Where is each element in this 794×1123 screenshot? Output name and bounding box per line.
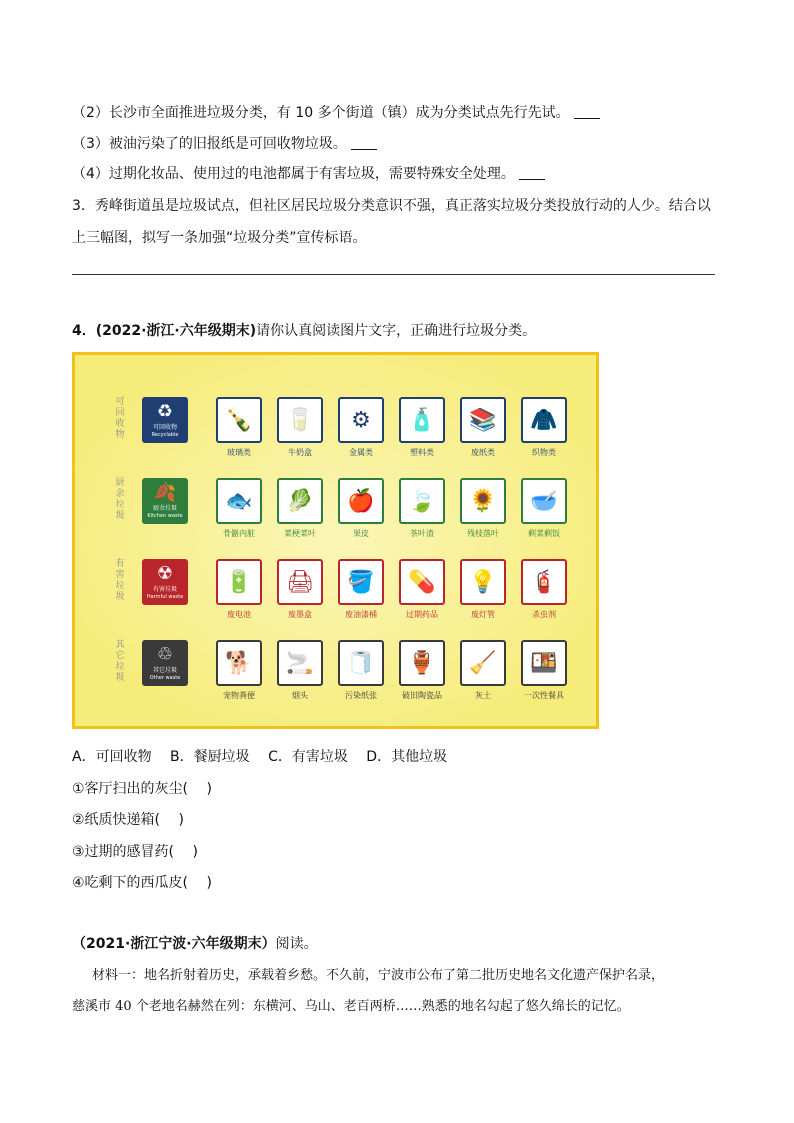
category-badge (142, 640, 188, 686)
waste-item-label: 废灯管 (471, 610, 495, 619)
waste-item-icon: 🥛 (277, 397, 323, 443)
waste-item-icon: ⚙ (338, 397, 384, 443)
waste-item-label: 残枝落叶 (467, 529, 499, 538)
waste-item-icon: 🧹 (460, 640, 506, 686)
category-symbol-icon: 🍂 (153, 482, 177, 503)
waste-item-icon: 🧻 (338, 640, 384, 686)
waste-item-label: 杀虫剂 (532, 610, 556, 619)
waste-item-label: 果皮 (353, 529, 369, 538)
category-side-label: 其它垃圾 (115, 640, 125, 683)
waste-item-icon: 🍾 (216, 397, 262, 443)
waste-item-label: 骨骼内脏 (223, 529, 255, 538)
category-badge-cn: 厨余垃圾 (152, 505, 177, 512)
category-badge-en: Harmful waste (146, 594, 184, 600)
waste-item-label: 剩菜剩饭 (528, 529, 560, 538)
category-badge (142, 478, 188, 524)
question-4-title (72, 321, 536, 341)
category-badge-en: Recyclable (151, 432, 179, 438)
material-line-1: 材料一：地名折射着历史，承载着乡愁。不久前，宁波市公布了第二批历史地名文化遗产保护名录， (92, 968, 665, 983)
category-badge-cn: 可回收物 (152, 424, 177, 431)
section-prompt: 阅读。 (275, 936, 318, 952)
waste-item-icon: 🖨 (277, 559, 323, 605)
waste-item-label: 塑料类 (410, 448, 434, 457)
waste-item-label: 牛奶盒 (288, 448, 312, 457)
category-side-label: 可回收物 (115, 397, 125, 440)
waste-item-icon: 🌻 (460, 478, 506, 524)
statement-3 (72, 134, 377, 154)
question-3-line2: 上三幅图，拟写一条加强“垃圾分类”宣传标语。 (72, 230, 367, 246)
section-source: （2021·浙江宁波·六年级期末） (72, 936, 276, 952)
waste-item-icon: 🔋 (216, 559, 262, 605)
category-badge-en: Kitchen waste (147, 513, 183, 519)
waste-item-icon: 🍱 (521, 640, 567, 686)
category-symbol-icon: ☢ (156, 563, 174, 584)
waste-item-label: 织物类 (532, 448, 556, 457)
statement-4 (72, 164, 545, 184)
waste-item-icon: 🥣 (521, 478, 567, 524)
question-4-source: 4．(2022·浙江·六年级期末) (72, 323, 257, 339)
waste-item-icon: 🐕 (216, 640, 262, 686)
waste-item-icon: 🐟 (216, 478, 262, 524)
waste-item-label: 废电池 (227, 610, 251, 619)
answer-blank-3[interactable] (351, 135, 377, 150)
category-badge-cn: 有害垃圾 (152, 586, 177, 593)
waste-item-label: 宠物粪便 (223, 691, 255, 700)
statement-4-text: （4）过期化妆品、使用过的电池都属于有害垃圾，需要特殊安全处理。 (72, 166, 515, 182)
waste-item-label: 茶叶渣 (410, 529, 434, 538)
category-badge-cn: 其它垃圾 (152, 667, 177, 674)
waste-item-icon: 📚 (460, 397, 506, 443)
category-badge-en: Other waste (149, 675, 181, 681)
category-badge (142, 559, 188, 605)
item-4: ④吃剩下的西瓜皮( ) (72, 875, 212, 891)
waste-item-icon: 🥬 (277, 478, 323, 524)
statement-2-text: （2）长沙市全面推进垃圾分类，有 10 多个街道（镇）成为分类试点先行先试。 (72, 105, 570, 121)
waste-item-icon: 🚬 (277, 640, 323, 686)
waste-item-label: 玻璃类 (227, 448, 251, 457)
answer-line[interactable] (72, 274, 715, 275)
waste-item-label: 过期药品 (406, 610, 438, 619)
question-3-line1: 3．秀峰街道虽是垃圾试点，但社区居民垃圾分类意识不强，真正落实垃圾分类投放行动的人少。结合以 (72, 198, 711, 214)
waste-item-label: 污染纸张 (345, 691, 377, 700)
waste-item-label: 一次性餐具 (524, 691, 564, 700)
options-line: A．可回收物 B．餐厨垃圾 C．有害垃圾 D．其他垃圾 (72, 749, 448, 765)
waste-item-label: 废纸类 (471, 448, 495, 457)
material-line-2: 慈溪市 40 个老地名赫然在列：东横河、乌山、老百两桥……熟悉的地名勾起了悠久绵长的记忆。 (72, 999, 630, 1014)
waste-item-icon: 🪣 (338, 559, 384, 605)
waste-sorting-poster (72, 352, 599, 729)
category-symbol-icon: ♲ (156, 644, 174, 665)
answer-blank-2[interactable] (574, 104, 600, 119)
category-symbol-icon: ♻ (156, 401, 174, 422)
item-3: ③过期的感冒药( ) (72, 844, 198, 860)
waste-item-icon: 🧯 (521, 559, 567, 605)
waste-item-icon: 💊 (399, 559, 445, 605)
waste-item-label: 废油漆桶 (345, 610, 377, 619)
waste-item-icon: 🍎 (338, 478, 384, 524)
waste-item-label: 灰土 (475, 691, 491, 700)
waste-item-icon: 🧴 (399, 397, 445, 443)
waste-item-icon: 💡 (460, 559, 506, 605)
section-title (72, 934, 318, 954)
category-side-label: 厨余垃圾 (115, 478, 125, 521)
waste-item-label: 烟头 (292, 691, 308, 700)
waste-item-icon: 🧥 (521, 397, 567, 443)
item-2: ②纸质快递箱( ) (72, 812, 184, 828)
answer-blank-4[interactable] (519, 165, 545, 180)
item-1: ①客厅扫出的灰尘( ) (72, 781, 212, 797)
waste-item-icon: 🏺 (399, 640, 445, 686)
statement-3-text: （3）被油污染了的旧报纸是可回收物垃圾。 (72, 136, 347, 152)
waste-item-label: 金属类 (349, 448, 373, 457)
category-badge (142, 397, 188, 443)
waste-item-label: 破旧陶瓷品 (402, 691, 442, 700)
statement-2 (72, 103, 600, 123)
waste-item-label: 菜梗菜叶 (284, 529, 316, 538)
waste-item-label: 废墨盒 (288, 610, 312, 619)
category-side-label: 有害垃圾 (115, 559, 125, 602)
question-4-prompt: 请你认真阅读图片文字，正确进行垃圾分类。 (256, 323, 537, 339)
waste-item-icon: 🍃 (399, 478, 445, 524)
